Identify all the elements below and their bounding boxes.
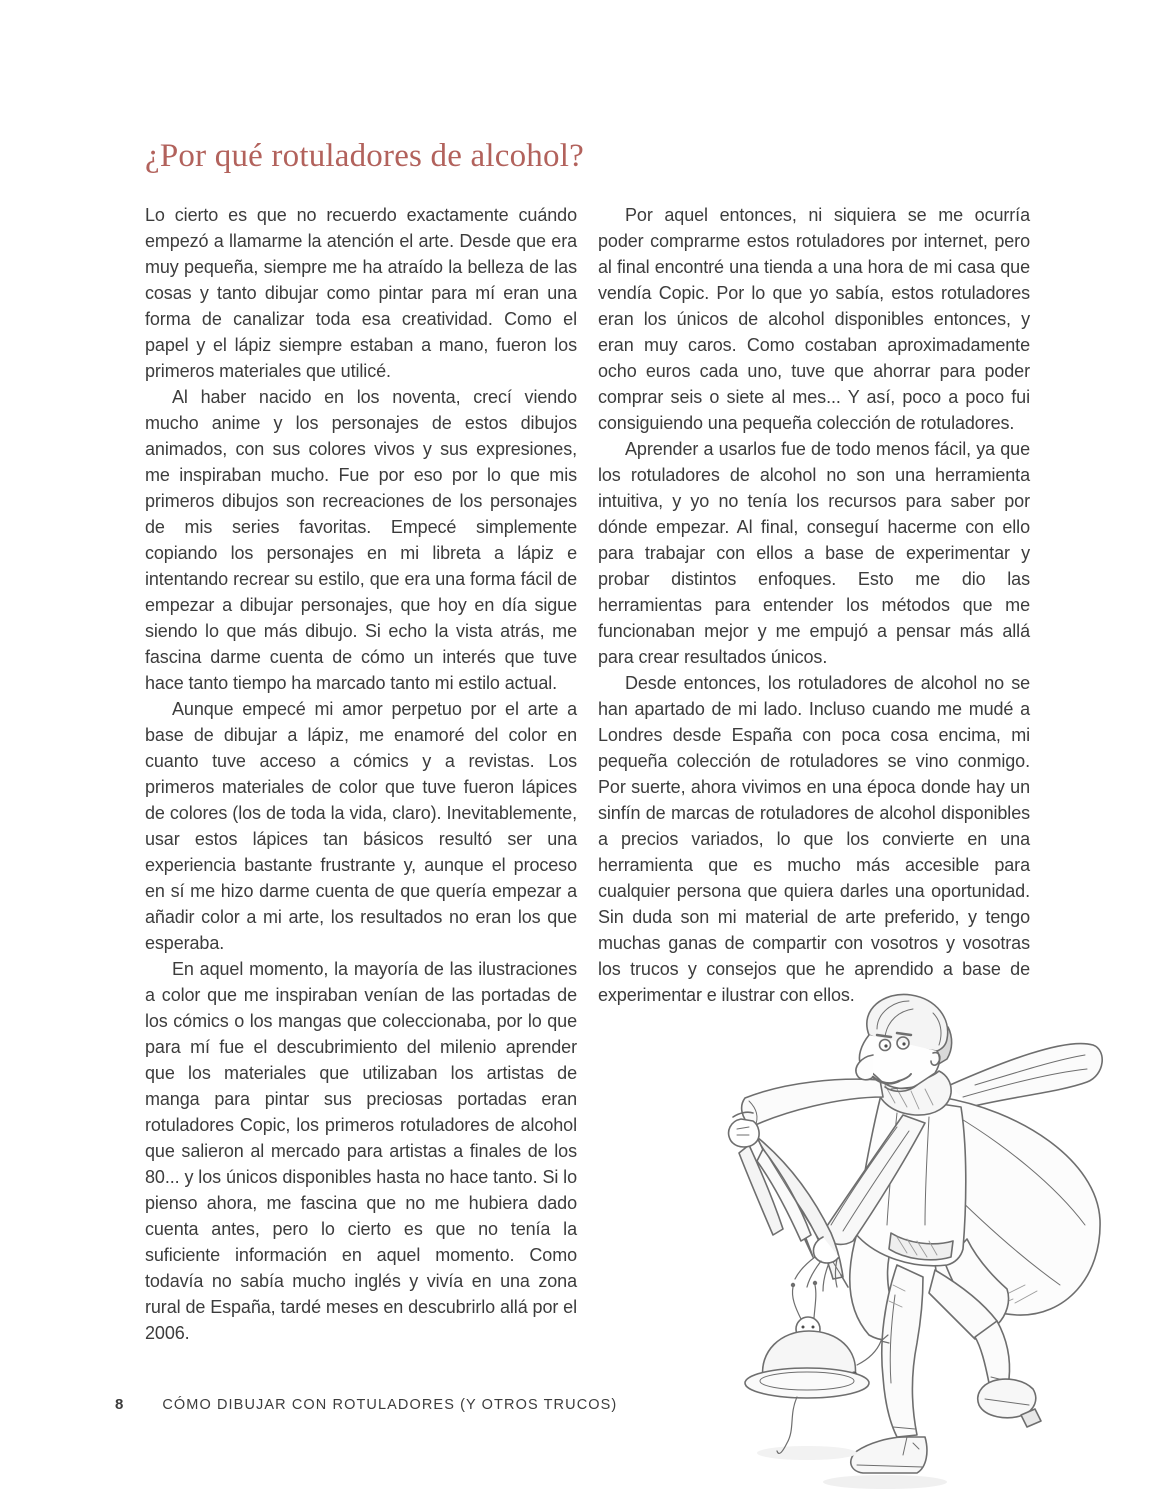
paragraph: Al haber nacido en los noventa, crecí viendo mucho anime y los personajes de estos dibujos animados, con sus colores vivos y sus expresiones, me inspiraban mucho. Fue por eso por lo que mis primeros dibujos son recreaciones de los personajes de mis series favoritas. Empecé simplemente copiando los personajes en mi libreta a lápiz e intentando recrear su estilo, que era una forma fácil de empezar a dibujar personajes, que hoy en día sigue siendo lo que más dibujo. Si echo la vista atrás, me fascina darme cuenta de cómo un interés que tuve hace tanto tiempo ha marcado tanto mi estilo actual. [145,387,577,693]
paragraph: Aunque empecé mi amor perpetuo por el arte a base de dibujar a lápiz, me enamoré del color en cuanto tuve acceso a cómics y a revistas. Los primeros materiales de color que tuve fueron lápices de colores (los de toda la vida, claro). Inevitablemente, usar estos lápices tan básicos resultó ser una experiencia bastante frustrante y, aunque el proceso en sí me hizo darme cuenta de que quería empezar a añadir color a mi arte, los resultados no eran los que esperaba. [145,699,577,953]
running-title: CÓMO DIBUJAR CON ROTULADORES (Y OTROS TRUCOS) [162,1397,618,1413]
paragraph: Por aquel entonces, ni siquiera se me ocurría poder comprarme estos rotuladores por internet, pero al final encontré una tienda a una hora de mi casa que vendía Copic. Por lo que yo sabía, estos rotuladores eran los únicos de alcohol disponibles entonces, y eran muy caros. Como costaban aproximadamente ocho euros cada uno, tuve que ahorrar para poder comprar seis o siete al mes... Y así, poco a poco fui consiguiendo una pequeña colección de rotuladores. [598,205,1030,433]
page-footer [115,1396,617,1413]
walking-man-sketch [645,985,1145,1495]
paragraph: Aprender a usarlos fue de todo menos fácil, ya que los rotuladores de alcohol no son una herramienta intuitiva, y yo no tenía los recursos para saber por dónde empezar. Al final, conseguí hacerme con ello para trabajar con ellos a base de experimentar y probar distintos enfoques. Esto me dio las herramientas para entender los métodos que me funcionaban mejor y me empujó a pensar más allá para crear resultados únicos. [598,439,1030,667]
left-column [145,202,577,1346]
page-number: 8 [115,1396,124,1413]
character-illustration [645,985,1145,1495]
paragraph: Lo cierto es que no recuerdo exactamente cuándo empezó a llamarme la atención el arte. Desde que era muy pequeña, siempre me ha atraído la belleza de las cosas y tanto dibujar como pintar para mí eran una forma de canalizar toda esa creatividad. Como el papel y el lápiz siempre estaban a mano, fueron los primeros materiales que utilicé. [145,205,577,381]
paragraph: Desde entonces, los rotuladores de alcohol no se han apartado de mi lado. Incluso cuando me mudé a Londres desde España con poca cosa encima, mi pequeña colección de rotuladores se vino conmigo. Por suerte, ahora vivimos en una época donde hay un sinfín de marcas de rotuladores de alcohol disponibles a precios variados, lo que los convierte en una herramienta que es mucho más accesible para cualquier persona que quiera darles una oportunidad. Sin duda son mi material de arte preferido, y tengo muchas ganas de compartir con vosotros y vosotras los trucos y consejos que he aprendido a base de experimentar e ilustrar con ellos. [598,673,1030,1005]
page-title: ¿Por qué rotuladores de alcohol? [145,138,584,174]
paragraph: En aquel momento, la mayoría de las ilustraciones a color que me inspiraban venían de las portadas de los cómics o los mangas que coleccionaba, por lo que para mí fue el descubrimiento del milenio aprender que los materiales que utilizaban los artistas de manga para pintar sus preciosas portadas eran rotuladores Copic, los primeros rotuladores de alcohol que salieron al mercado para artistas a finales de los 80... y los únicos disponibles hasta no hace tanto. Si lo pienso ahora, me fascina que no me hubiera dado cuenta antes, pero lo cierto es que no tenía la suficiente información en aquel momento. Como todavía no sabía mucho inglés y vivía en una zona rural de España, tardé meses en descubrirlo allá por el 2006. [145,959,577,1343]
